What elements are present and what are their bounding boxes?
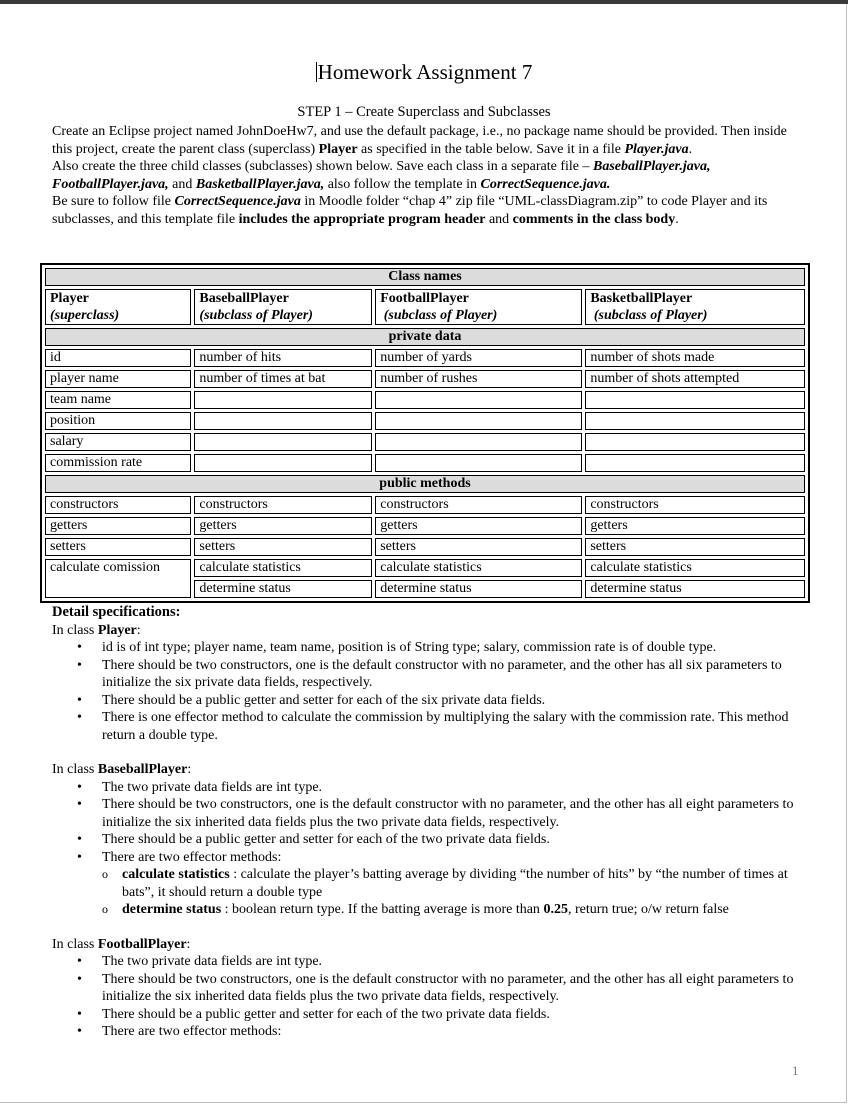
- list-item: • There are two effector methods:: [102, 1023, 812, 1041]
- list-item: • There should be a public getter and setter for each of the two private data fields.: [102, 831, 812, 849]
- class-subtitle: (subclass of Player): [380, 308, 498, 323]
- table-cell: getters: [585, 517, 805, 535]
- intro-bold: includes the appropriate program header: [238, 211, 486, 227]
- table-row: [45, 412, 805, 430]
- table-cell: setters: [194, 538, 372, 556]
- table-cell: setters: [375, 538, 582, 556]
- class-subtitle: (subclass of Player): [199, 308, 313, 323]
- threshold-value: 0.25: [543, 902, 568, 917]
- intro-filename: CorrectSequence.java: [174, 194, 301, 209]
- page-title-text: Homework Assignment 7: [317, 60, 533, 84]
- table-cell: setters: [585, 538, 805, 556]
- detail-specifications: [52, 604, 812, 1041]
- list-item: • There should be two constructors, one is the default constructor with no parameter, and the other has all eight parameters to initialize the six inherited data fields plus the two private data fields, respectively.: [102, 796, 812, 831]
- table-row: [45, 328, 805, 346]
- table-cell: number of yards: [375, 349, 582, 367]
- intro-paragraph-1: [52, 123, 802, 158]
- table-cell: [585, 391, 805, 409]
- intro-text-span: .: [675, 211, 679, 227]
- private-data-header: private data: [45, 328, 805, 346]
- method-label: calculate statistics: [122, 867, 230, 882]
- player-bullets: [52, 639, 812, 744]
- method-description: , return true; o/w return false: [567, 902, 729, 917]
- table-cell: [585, 454, 805, 472]
- intro-filename: BasketballPlayer.java,: [195, 176, 325, 192]
- intro-paragraph-3: [52, 193, 802, 228]
- intro-text-span: In class: [52, 762, 98, 777]
- class-name-player: [45, 289, 191, 325]
- list-item: • The two private data fields are int type.: [102, 953, 812, 971]
- table-row: [45, 475, 805, 493]
- method-description: : calculate the player’s batting average by dividing “the number of hits” by “the number of times at bats”, it should return a double type: [122, 867, 788, 900]
- intro-text-span: In class: [52, 936, 98, 952]
- step-heading: STEP 1 – Create Superclass and Subclasses: [297, 104, 551, 120]
- table-cell: position: [45, 412, 191, 430]
- list-item: • There should be a public getter and setter for each of the two private data fields.: [102, 1006, 812, 1024]
- table-cell: determine status: [585, 580, 805, 598]
- table-cell: [194, 412, 372, 430]
- intro-filename: BaseballPlayer.java, FootballPlayer.java,: [52, 159, 711, 192]
- table-cell: id: [45, 349, 191, 367]
- list-item: • id is of int type; player name, team name, position is of String type; salary, commission rate is of double type.: [102, 639, 812, 657]
- table-cell: number of shots attempted: [585, 370, 805, 388]
- table-cell: constructors: [375, 496, 582, 514]
- class-name-text: BasketballPlayer: [590, 291, 693, 306]
- class-label: FootballPlayer: [97, 936, 187, 952]
- class-name-text: BaseballPlayer: [199, 291, 289, 306]
- class-name-text: FootballPlayer: [380, 291, 469, 306]
- list-item: • There is one effector method to calculate the commission by multiplying the salary with the commission rate. This method return a double type.: [102, 709, 812, 744]
- spacer: [52, 744, 812, 761]
- table-cell: [585, 433, 805, 451]
- table-row: [45, 454, 805, 472]
- intro-text-span: :: [187, 762, 192, 777]
- intro-bold: comments in the class body: [512, 211, 676, 227]
- intro-filename: Player.java: [624, 141, 689, 157]
- class-name-baseball: [194, 289, 372, 325]
- list-item-text: There are two effector methods:: [102, 849, 282, 865]
- sub-list-item: [122, 866, 812, 901]
- class-name-basketball: [585, 289, 805, 325]
- intro-bold: Player: [318, 141, 358, 157]
- class-name-text: Player: [50, 291, 89, 306]
- table-cell: player name: [45, 370, 191, 388]
- table-cell: [585, 412, 805, 430]
- player-intro: [52, 622, 812, 640]
- table-row: [45, 391, 805, 409]
- class-label: Player: [97, 622, 137, 638]
- list-item: • There should be a public getter and setter for each of the six private data fields.: [102, 692, 812, 710]
- table-cell: number of rushes: [375, 370, 582, 388]
- public-methods-header: public methods: [45, 475, 805, 493]
- table-cell: getters: [194, 517, 372, 535]
- table-cell: number of times at bat: [194, 370, 372, 388]
- table-cell: calculate comission: [45, 559, 191, 598]
- intro-text-span: .: [688, 141, 693, 157]
- intro-text-span: also follow the template in: [324, 176, 481, 192]
- intro-text-span: :: [186, 936, 191, 952]
- list-item: • There should be two constructors, one is the default constructor with no parameter, and the other has all six parameters to initialize the six private data fields, respectively.: [102, 657, 812, 692]
- table-cell: getters: [375, 517, 582, 535]
- intro-text-span: and: [485, 211, 513, 227]
- table-cell: [194, 433, 372, 451]
- baseball-bullets: [52, 779, 812, 919]
- table-cell: commission rate: [45, 454, 191, 472]
- table-cell: calculate statistics: [585, 559, 805, 577]
- intro-text-span: in Moodle folder “chap 4” zip file “UML-classDiagram.zip” to code Player and its subclasses, and this template file: [52, 194, 768, 227]
- class-label: BaseballPlayer: [97, 762, 188, 777]
- page-title: [0, 60, 848, 85]
- table-cell: [375, 391, 582, 409]
- class-subtitle: (superclass): [50, 308, 120, 323]
- intro-text-span: Be sure to follow file: [52, 194, 175, 209]
- table-cell: salary: [45, 433, 191, 451]
- table-row: [45, 517, 805, 535]
- intro-text-span: and: [168, 176, 196, 192]
- table-cell: team name: [45, 391, 191, 409]
- list-item: • The two private data fields are int type.: [102, 779, 812, 797]
- effector-methods-list: [102, 866, 812, 919]
- table-row: [45, 496, 805, 514]
- class-name-football: [375, 289, 582, 325]
- table-cell: determine status: [375, 580, 582, 598]
- table-row: [45, 349, 805, 367]
- sub-list-item: [122, 901, 812, 919]
- table-cell: number of hits: [194, 349, 372, 367]
- list-item: [102, 849, 812, 919]
- intro-paragraph-2: [52, 158, 802, 193]
- table-cell: [194, 454, 372, 472]
- table-cell: determine status: [194, 580, 372, 598]
- class-subtitle: (subclass of Player): [590, 308, 708, 323]
- table-cell: setters: [45, 538, 191, 556]
- table-row: [45, 268, 805, 286]
- table-row: [45, 433, 805, 451]
- intro-filename: CorrectSequence.java.: [480, 176, 611, 192]
- table-cell: calculate statistics: [375, 559, 582, 577]
- text-cursor: [316, 62, 317, 82]
- table-row: [45, 370, 805, 388]
- method-description: : boolean return type. If the batting average is more than: [221, 902, 544, 917]
- spacer: [52, 919, 812, 936]
- table-cell: getters: [45, 517, 191, 535]
- intro-text-span: Also create the three child classes (subclasses) shown below. Save each class in a separate file –: [52, 159, 594, 174]
- table-row: [45, 289, 805, 325]
- intro-text-span: In class: [52, 622, 98, 638]
- table-cell: calculate statistics: [194, 559, 372, 577]
- baseball-intro: [52, 761, 812, 779]
- method-label: determine status: [122, 902, 222, 917]
- football-intro: [52, 936, 812, 954]
- table-cell: [375, 454, 582, 472]
- table-row: [45, 559, 805, 577]
- table-row: [45, 538, 805, 556]
- specs-heading: Detail specifications:: [52, 604, 181, 620]
- table-cell: [194, 391, 372, 409]
- table-cell: [375, 412, 582, 430]
- class-table: [40, 263, 810, 603]
- page-number: 1: [792, 1063, 799, 1078]
- table-cell: [375, 433, 582, 451]
- table-cell: constructors: [45, 496, 191, 514]
- intro-text-span: as specified in the table below. Save it in a file: [357, 141, 625, 157]
- document-page: [0, 4, 847, 1103]
- table-cell: constructors: [585, 496, 805, 514]
- class-names-header: Class names: [45, 268, 805, 286]
- table-cell: number of shots made: [585, 349, 805, 367]
- intro-text-span: Create an Eclipse project named JohnDoeHw7, and use the default package, i.e., no package name should be provided. Then inside this project, create the parent class (superclass): [52, 124, 787, 157]
- football-bullets: [52, 953, 812, 1041]
- list-item: • There should be two constructors, one is the default constructor with no parameter, and the other has all eight parameters to initialize the six inherited data fields plus the two private data fields, respectively.: [102, 971, 812, 1006]
- intro-text: [52, 123, 802, 228]
- intro-text-span: :: [136, 622, 141, 638]
- table-cell: constructors: [194, 496, 372, 514]
